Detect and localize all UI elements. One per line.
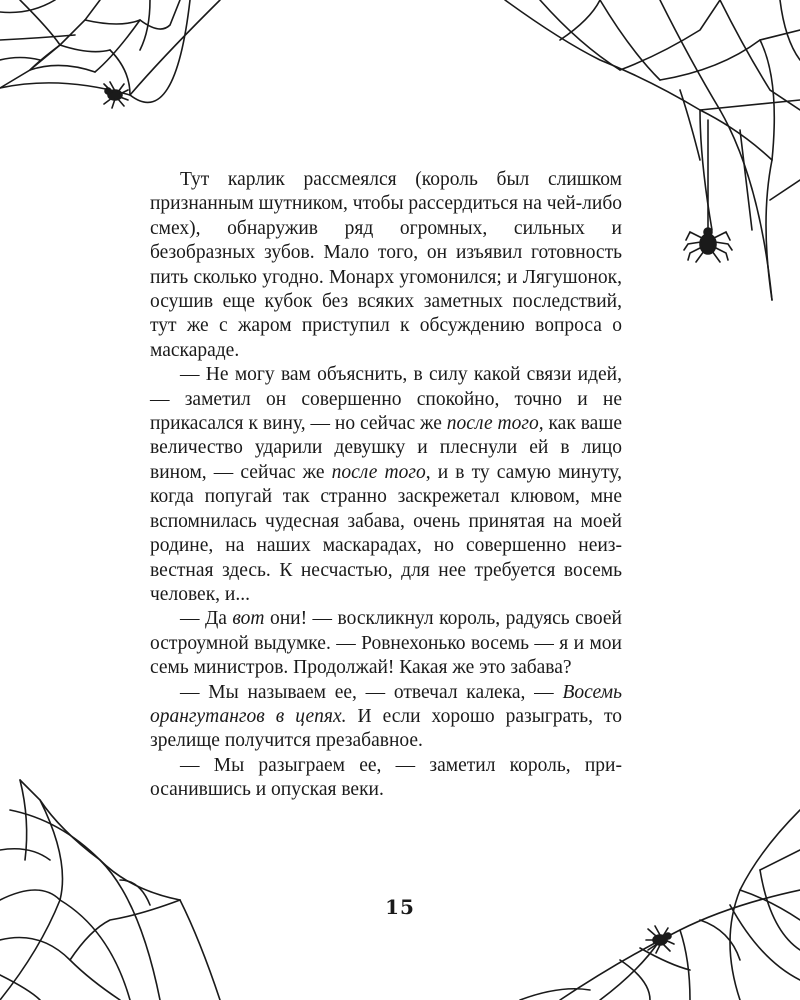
spider-icon [104,82,128,108]
paragraph: — Не могу вам объяснить, в силу какой связи идей, — заметил он совершенно спокойно, точно и не прикасался к вину, — но сейчас же после того, как ваше величество ударили девушку и плеснули ей в лицо вином, — сейчас же после того, и в ту самую минуту, когда попугай так странно заскрежетал клювом, мне вспомнилась чудесная забава, очень принятая на моей родине, на наших маскарадах, но совершенно неизвестная здесь. К несчастью, для нее требуется восемь человек, и... [150,364,622,605]
spider-hanging-icon [684,120,732,262]
spider-icon [646,926,674,953]
page-number: 15 [385,895,415,919]
paragraph: Тут карлик рассмеялся (король был слишком признанным шутником, чтобы рассердиться на чей-либо смех), обнаружив ряд огромных, сильных и безобразных зубов. Мало того, он изъявил готовность пить сколько угодно. Монарх угомонился; и Лягушонок, осушив еще кубок без всяких заметных последствий, тут же с жаром приступил к обсуждению вопроса о маскараде. [150,169,622,361]
italic-emphasis: после того [331,461,426,483]
italic-emphasis: Восемь орангутангов в цепях. [150,681,622,727]
italic-emphasis: вот [232,608,265,630]
cobweb-top-left-icon [0,0,220,102]
paragraph: — Мы называем ее, — отвечал калека, — Восемь орангутангов в цепях. И если хорошо разыграть, то зрелище получится презабавное. [150,681,623,752]
paragraph: — Да вот они! — воскликнул король, радуясь своей остроумной выдумке. — Ровнехонько восемь — я и мои семь министров. Продолжай! Какая же это забава? [150,608,622,679]
italic-emphasis: после того, [446,413,544,435]
paragraph: — Мы разыграем ее, — заметил король, приосанившись и опуская веки. [150,754,622,801]
body-text [150,168,622,803]
cobweb-bottom-left-icon [0,780,220,1000]
